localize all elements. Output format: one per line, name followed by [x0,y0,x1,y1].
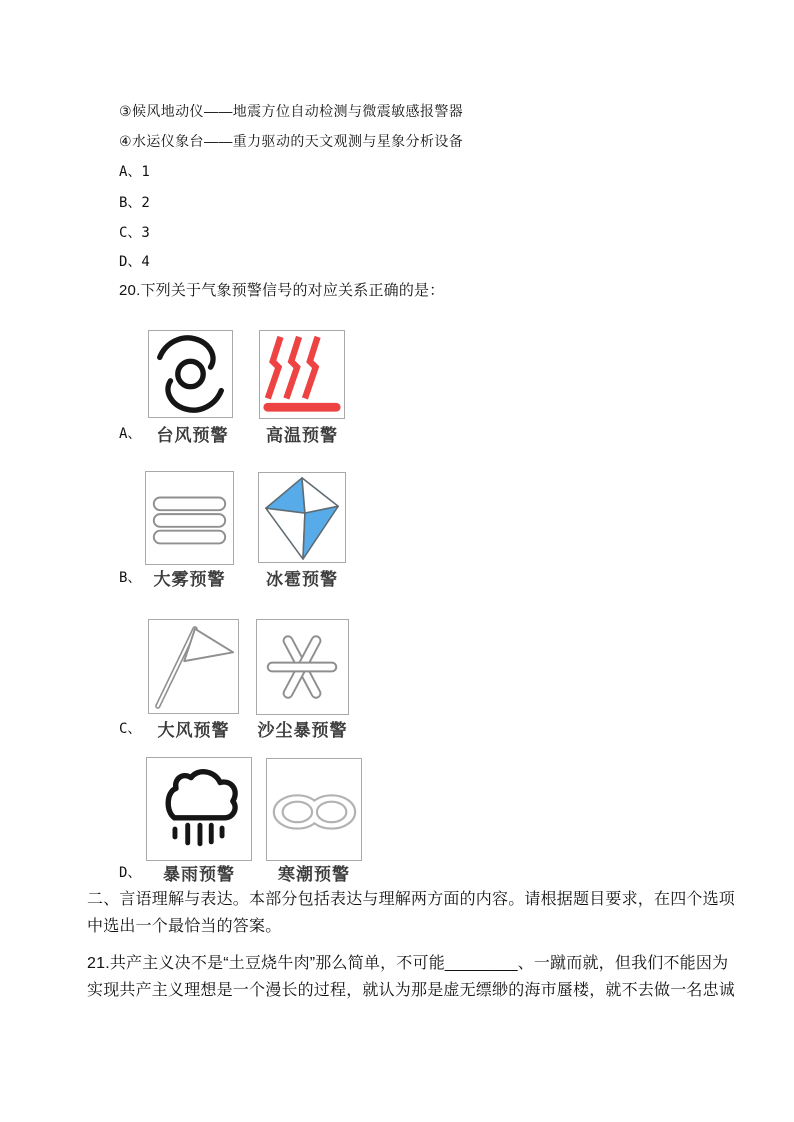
question21-line1: 21.共产主义决不是“土豆烧牛肉”那么简单，不可能________、一蹴而就，但我们不能因为 [87,955,729,972]
sandstorm-icon [257,620,348,714]
cold-wave-warning-caption: 寒潮预警 [278,865,350,884]
question19-option-c: C、3 [119,225,150,241]
section2-header-line2: 中选出一个最恰当的答案。 [87,918,282,935]
fog-icon [146,472,233,564]
question20-option-d-label: D、 [119,865,142,881]
question19-option-b: B、2 [119,195,150,211]
hail-warning-caption: 冰雹预警 [266,570,338,589]
typhoon-warning-caption: 台风预警 [156,426,229,445]
rainstorm-warning-caption: 暴雨预警 [163,865,235,884]
question20-option-c-label: C、 [119,721,142,737]
rainstorm-icon [147,758,251,860]
sandstorm-warning-image [256,619,349,715]
question21-line2: 实现共产主义理想是一个漫长的过程，就认为那是虚无缥缈的海市蜃楼，就不去做一名忠诚 [87,982,736,999]
high-temperature-warning-caption: 高温预警 [266,426,338,445]
typhoon-icon [149,331,232,417]
section2-header-line1: 二、言语理解与表达。本部分包括表达与理解两方面的内容。请根据题目要求，在四个选项 [87,891,736,908]
fog-warning-caption: 大雾预警 [153,570,226,589]
question20-stem: 20.下列关于气象预警信号的对应关系正确的是： [119,282,445,299]
high-temperature-icon [260,331,344,418]
sandstorm-warning-caption: 沙尘暴预警 [257,721,348,740]
strong-wind-flag-icon [149,620,238,713]
strong-wind-warning-image [148,619,239,714]
hail-icon [259,473,345,562]
cold-wave-warning-image [266,758,362,861]
question19-statement-4: ④水运仪象台——重力驱动的天文观测与星象分析设备 [119,133,464,149]
rainstorm-warning-image [146,757,252,861]
question19-option-a: A、1 [119,164,150,180]
question19-statement-3: ③候风地动仪——地震方位自动检测与微震敏感报警器 [119,103,464,119]
high-temperature-warning-image [259,330,345,419]
fog-warning-image [145,471,234,565]
cold-wave-icon [267,759,361,860]
typhoon-warning-image [148,330,233,418]
question19-option-d: D、4 [119,254,150,270]
question20-option-a-label: A、 [119,426,142,442]
strong-wind-warning-caption: 大风预警 [157,721,230,740]
hail-warning-image [258,472,346,563]
question20-option-b-label: B、 [119,570,142,586]
